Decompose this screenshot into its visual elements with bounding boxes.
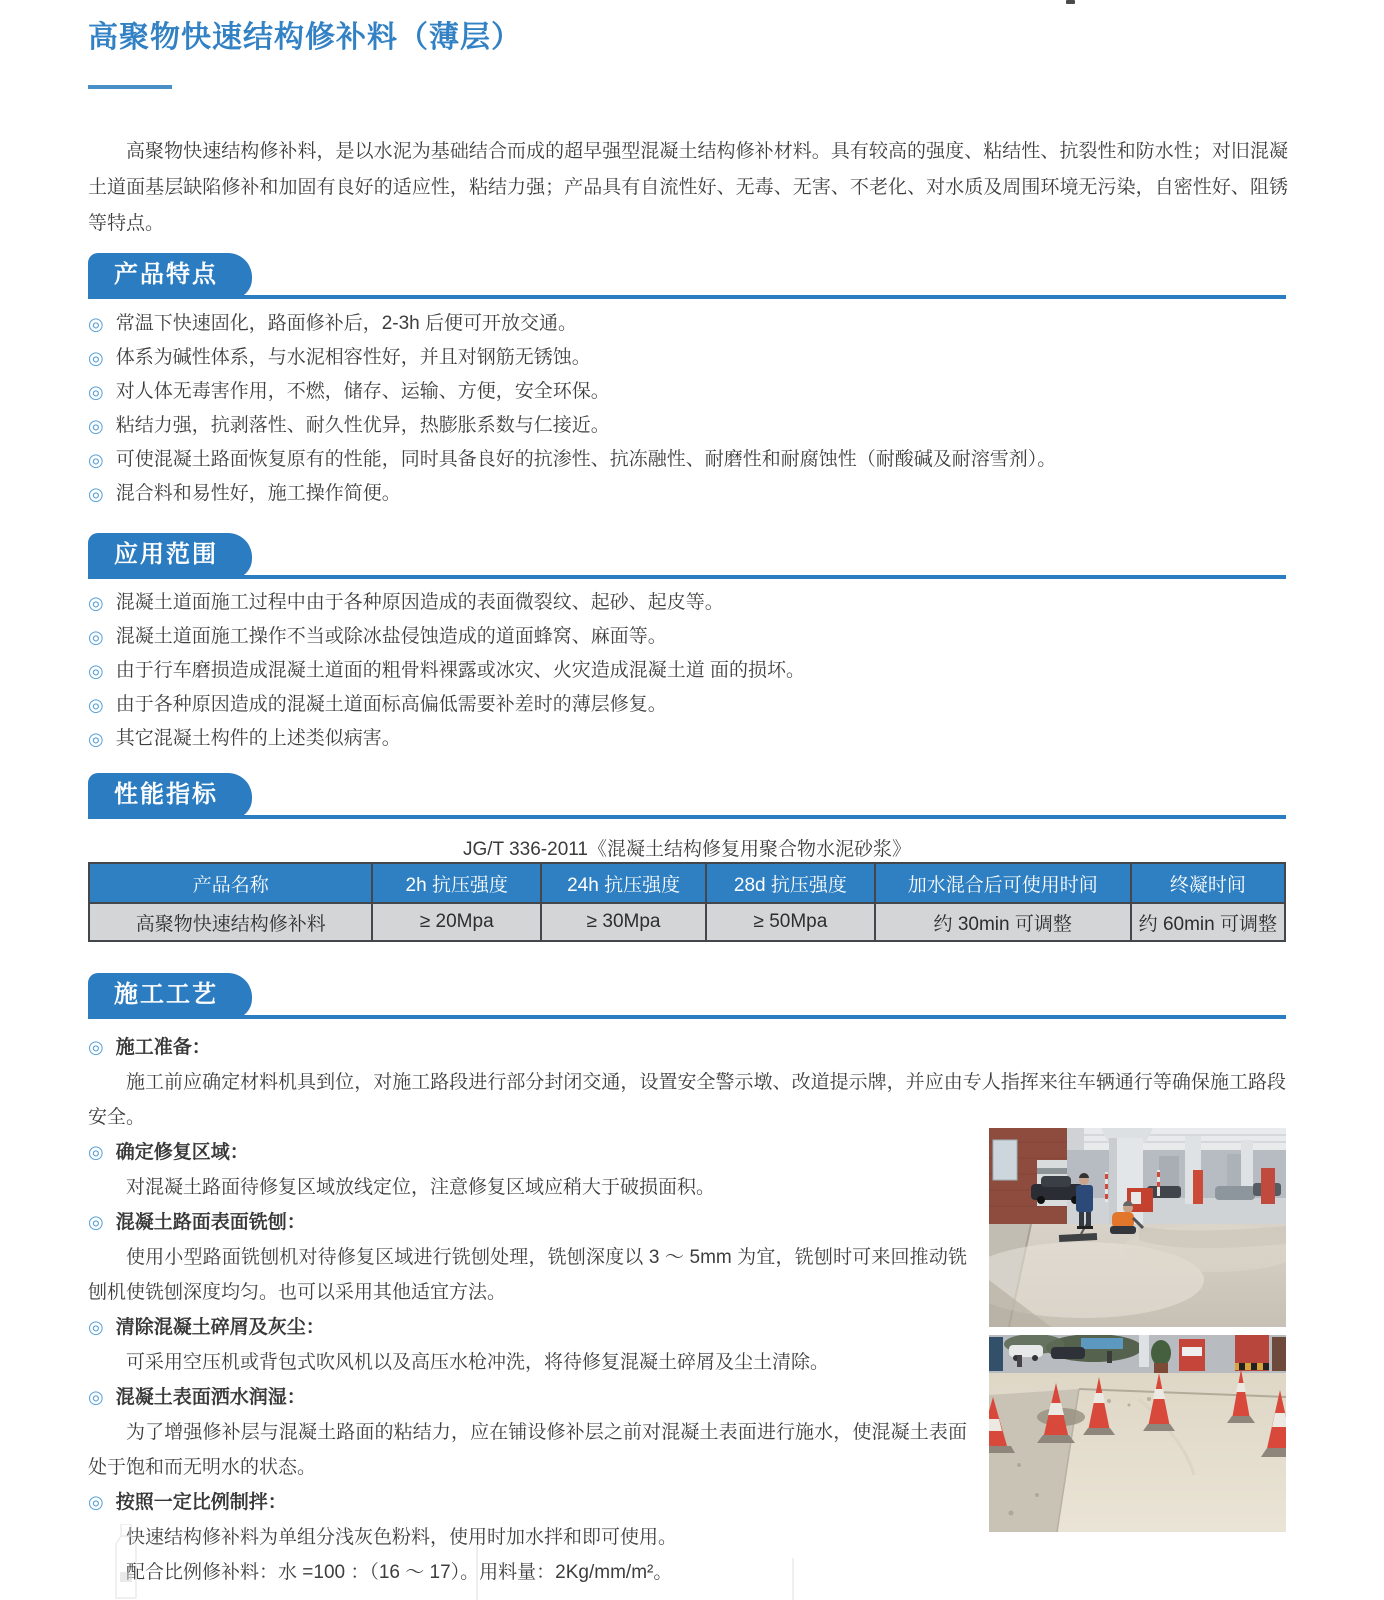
bullet-icon: ◎ <box>88 1317 104 1337</box>
step-title-row <box>88 1485 967 1520</box>
step-body: 为了增强修补层与混凝土路面的粘结力，应在铺设修补层之前对混凝土表面进行施水，使混凝土表面处于饱和而无明水的状态。 <box>88 1422 967 1478</box>
table-row <box>89 903 1285 941</box>
table-header-cell: 终凝时间 <box>1131 863 1285 903</box>
list-item-text: 由于各种原因造成的混凝土道面标高偏低需要补差时的薄层修复。 <box>115 694 667 715</box>
bullet-icon: ◎ <box>88 348 104 368</box>
list-item-text: 由于行车磨损造成混凝土道面的粗骨料裸露或冰灾、火灾造成混凝土道 面的损坏。 <box>115 660 805 681</box>
step-body: 施工前应确定材料机具到位，对施工路段进行部分封闭交通，设置安全警示墩、改道提示牌，并应由专人指挥来往车辆通行等确保施工路段安全。 <box>88 1072 1286 1128</box>
list-item-text: 常温下快速固化，路面修补后，2-3h 后便可开放交通。 <box>115 313 578 334</box>
table-cell: ≥ 50Mpa <box>706 903 875 941</box>
table-header-cell: 产品名称 <box>89 863 372 903</box>
bullet-icon: ◎ <box>88 627 104 647</box>
list-item-text: 可使混凝土路面恢复原有的性能，同时具备良好的抗渗性、抗冻融性、耐磨性和耐腐蚀性（耐酸碱及耐溶雪剂）。 <box>115 449 1057 470</box>
section-badge: 施工工艺 <box>88 973 252 1019</box>
list-item-text: 混凝土道面施工过程中由于各种原因造成的表面微裂纹、起砂、起皮等。 <box>115 592 724 613</box>
bullet-icon: ◎ <box>88 729 104 749</box>
step-title-text: 确定修复区域： <box>115 1142 249 1163</box>
bullet-icon: ◎ <box>88 484 104 504</box>
bullet-icon: ◎ <box>88 1492 104 1512</box>
list-item <box>88 654 1288 688</box>
list-item-text: 体系为碱性体系，与水泥相容性好，并且对钢筋无锈蚀。 <box>115 347 591 368</box>
cutoff-text-fragment <box>1066 0 1075 4</box>
step-title-row <box>88 1205 967 1240</box>
construction-site-photo <box>989 1128 1286 1327</box>
intro-paragraph: 高聚物快速结构修补料，是以水泥为基础结合而成的超早强型混凝土结构修补材料。具有较高的强度、粘结性、抗裂性和防水性；对旧混凝土道面基层缺陷修补和加固有良好的适应性，粘结力强；产品具有自流性好、无毒、无害、不老化、对水质及周围环境无污染，自密性好、阻锈等特点。 <box>88 141 1288 234</box>
process-step <box>88 1030 1286 1135</box>
section-rule <box>88 295 1286 299</box>
bullet-icon: ◎ <box>88 1212 104 1232</box>
step-body: 快速结构修补料为单组分浅灰色粉料，使用时加水拌和即可使用。 <box>126 1527 678 1548</box>
step-title-row <box>88 1310 967 1345</box>
features-list <box>88 307 1288 511</box>
repaired-pavement-photo <box>989 1335 1286 1532</box>
list-item-text: 粘结力强，抗剥落性、耐久性优异，热膨胀系数与仁接近。 <box>115 415 610 436</box>
watermark-bottle-sketch <box>112 1524 142 1600</box>
table-header-cell: 24h 抗压强度 <box>541 863 706 903</box>
table-header-cell: 2h 抗压强度 <box>372 863 541 903</box>
table-caption: JG/T 336-2011《混凝土结构修复用聚合物水泥砂浆》 <box>463 839 911 860</box>
section-rule <box>88 1015 1286 1019</box>
step-title-text: 混凝土路面表面铣刨： <box>115 1212 306 1233</box>
bullet-icon: ◎ <box>88 661 104 681</box>
photo-column <box>989 1128 1286 1532</box>
list-item <box>88 620 1288 654</box>
list-item-text: 混凝土道面施工操作不当或除冰盐侵蚀造成的道面蜂窝、麻面等。 <box>115 626 667 647</box>
section-rule <box>88 815 1286 819</box>
bullet-icon: ◎ <box>88 695 104 715</box>
bullet-icon: ◎ <box>88 593 104 613</box>
table-header-row <box>89 863 1285 903</box>
table-header-cell: 28d 抗压强度 <box>706 863 875 903</box>
scope-list <box>88 586 1288 756</box>
bullet-icon: ◎ <box>88 416 104 436</box>
bullet-icon: ◎ <box>88 382 104 402</box>
step-body: 对混凝土路面待修复区域放线定位，注意修复区域应稍大于破损面积。 <box>126 1177 716 1198</box>
section-header-features <box>88 253 1286 299</box>
step-body: 配合比例修补料：水 =100 ：（16 ～ 17）。用料量：2Kg/mm/m²。 <box>126 1562 673 1583</box>
table-cell: 约 60min 可调整 <box>1131 903 1285 941</box>
list-item <box>88 443 1288 477</box>
step-title-row <box>88 1135 967 1170</box>
title-underline <box>88 85 172 89</box>
list-item <box>88 477 1288 511</box>
step-title-text: 施工准备： <box>115 1037 211 1058</box>
list-item <box>88 409 1288 443</box>
section-header-performance <box>88 773 1286 819</box>
step-title-text: 清除混凝土碎屑及灰尘： <box>115 1317 325 1338</box>
bullet-icon: ◎ <box>88 450 104 470</box>
list-item-text: 对人体无毒害作用，不燃，储存、运输、方便，安全环保。 <box>115 381 610 402</box>
table-cell: ≥ 30Mpa <box>541 903 706 941</box>
table-cell: ≥ 20Mpa <box>372 903 541 941</box>
section-badge: 产品特点 <box>88 253 252 299</box>
step-title-text: 混凝土表面洒水润湿： <box>115 1387 306 1408</box>
table-cell: 约 30min 可调整 <box>875 903 1131 941</box>
step-body: 使用小型路面铣刨机对待修复区域进行铣刨处理，铣刨深度以 3 ～ 5mm 为宜，铣刨时可来回推动铣刨机使铣刨深度均匀。也可以采用其他适宜方法。 <box>88 1247 967 1303</box>
step-body: 可采用空压机或背包式吹风机以及高压水枪冲洗，将待修复混凝土碎屑及尘土清除。 <box>126 1352 830 1373</box>
page-title: 高聚物快速结构修补料（薄层） <box>88 21 522 54</box>
watermark-line <box>476 1545 481 1600</box>
section-rule <box>88 575 1286 579</box>
step-title-row <box>88 1380 967 1415</box>
section-header-process <box>88 973 1286 1019</box>
process-content <box>88 1026 1286 1590</box>
table-header-cell: 加水混合后可使用时间 <box>875 863 1131 903</box>
section-header-scope <box>88 533 1286 579</box>
bullet-icon: ◎ <box>88 314 104 334</box>
bullet-icon: ◎ <box>88 1037 104 1057</box>
list-item-text: 其它混凝土构件的上述类似病害。 <box>115 728 401 749</box>
section-badge: 应用范围 <box>88 533 252 579</box>
list-item <box>88 307 1288 341</box>
bullet-icon: ◎ <box>88 1142 104 1162</box>
watermark-line <box>792 1558 797 1600</box>
list-item-text: 混合料和易性好，施工操作简便。 <box>115 483 401 504</box>
performance-table <box>88 862 1286 942</box>
photo-gap <box>989 1327 1286 1335</box>
section-badge: 性能指标 <box>88 773 252 819</box>
list-item <box>88 341 1288 375</box>
list-item <box>88 722 1288 756</box>
bullet-icon: ◎ <box>88 1387 104 1407</box>
step-title-text: 按照一定比例制拌： <box>115 1492 287 1513</box>
table-cell: 高聚物快速结构修补料 <box>89 903 372 941</box>
list-item <box>88 688 1288 722</box>
list-item <box>88 375 1288 409</box>
step-title-row <box>88 1030 1286 1065</box>
list-item <box>88 586 1288 620</box>
